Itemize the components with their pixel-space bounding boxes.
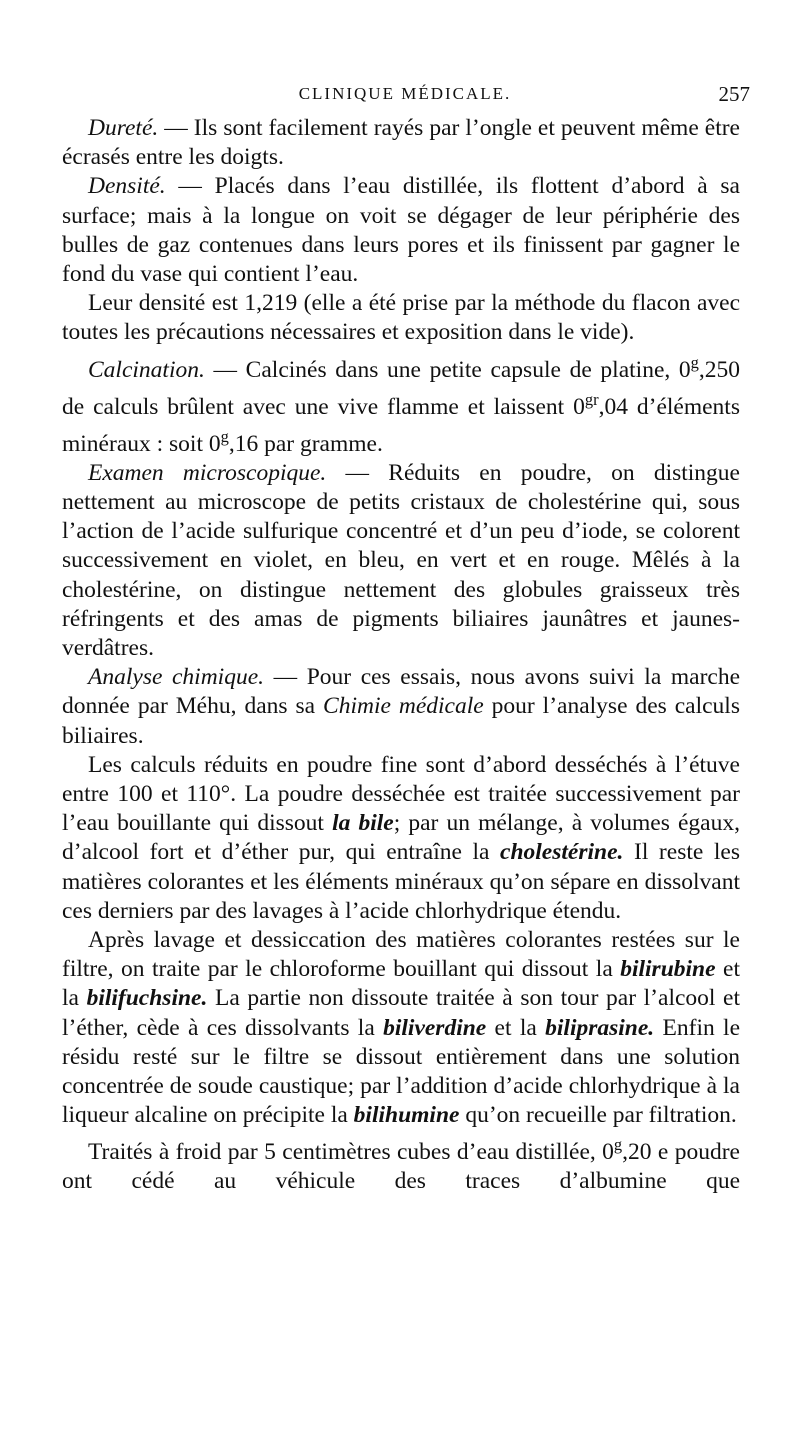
paragraph-text: Les calculs réduits en poudre fine sont d’abord desséchés à l’étuve entre 100 et 110°. La poudre desséchée est traitée successivement par l’eau bouillante qui dissout bbox=[62, 751, 740, 837]
gram-abbrev: gr bbox=[584, 389, 599, 409]
paragraph-traites bbox=[62, 1130, 740, 1196]
term: biliverdine bbox=[383, 1014, 487, 1041]
book-title: Chimie médicale bbox=[323, 693, 484, 720]
page-header bbox=[60, 80, 750, 110]
term: cholestérine. bbox=[500, 839, 624, 866]
paragraph-text: ; par un mélange, à volumes égaux, d’alcool fort et d’éther pur, qui entraîne la bbox=[62, 810, 740, 866]
paragraph-text: Leur densité est 1,219 (elle a été prise par la méthode du flacon avec toutes les précautions nécessaires et exposition dans le vide). bbox=[62, 290, 740, 346]
paragraph-text: et la bbox=[62, 956, 740, 1012]
paragraph-text: pour l’analyse des calculs biliaires. bbox=[62, 693, 740, 749]
paragraph-text: — Réduits en poudre, on distingue nettement au microscope de petits cristaux de cholestérine qui, sous l’action de l’acide sulfurique concentré et d’un peu d’iode, se colorent successivement en violet, en bleu, en vert et en rouge. Mêlés à la cholestérine, on distingue nettement des globules graisseux très réfringents et des amas de pigments biliaires jaunâtres et jaunes-verdâtres. bbox=[62, 459, 740, 661]
paragraph-examen bbox=[62, 459, 740, 663]
paragraph-pigments bbox=[62, 926, 740, 1130]
term: bilirubine bbox=[620, 956, 716, 983]
paragraph-text: ,250 de calculs brûlent avec une vive flamme et laissent 0 bbox=[62, 356, 740, 420]
paragraph-text: ,16 par gramme. bbox=[228, 430, 383, 457]
paragraph-text: — Ils sont facilement rayés par l’ongle et peuvent même être écrasés entre les doigts. bbox=[62, 115, 740, 171]
run-in-heading: Examen microscopique. bbox=[88, 459, 327, 486]
paragraph-text: ,04 d’éléments minéraux : soit 0 bbox=[62, 393, 740, 457]
run-in-heading: Densité. bbox=[88, 173, 166, 200]
paragraph-analyse bbox=[62, 663, 740, 751]
paragraph-text: — Pour ces essais, nous avons suivi la marche donnée par Méhu, dans sa bbox=[62, 664, 741, 720]
body-text bbox=[62, 114, 740, 1197]
gram-abbrev: g bbox=[690, 352, 699, 372]
paragraph-text: Après lavage et dessiccation des matières colorantes restées sur le filtre, on traite par le chloroforme bouillant qui dissout la bbox=[62, 926, 740, 983]
paragraph-text: et la bbox=[486, 1014, 546, 1041]
paragraph-densite bbox=[62, 172, 740, 289]
paragraph-calcination bbox=[62, 348, 740, 459]
run-in-heading: Calcination. bbox=[88, 356, 205, 383]
paragraph-text: — Placés dans l’eau distillée, ils flottent d’abord à sa surface; mais à la longue on voit se dégager de leur périphérie des bulles de gaz contenues dans leurs pores et ils finissent par gagner le fond du vase qui contient l’eau. bbox=[62, 173, 740, 288]
term: biliprasine. bbox=[545, 1014, 655, 1041]
page-number: 257 bbox=[718, 82, 750, 106]
paragraph-procedure bbox=[62, 751, 740, 926]
paragraph-durete bbox=[62, 114, 740, 172]
paragraph-text: Traités à froid par 5 centimètres cubes d’eau distillée, 0 bbox=[88, 1139, 614, 1166]
paragraph-text: ,20 e poudre ont cédé au véhicule des traces d’albumine que bbox=[62, 1139, 740, 1195]
paragraph-text: qu’on recueille par filtration. bbox=[459, 1102, 737, 1129]
running-title: CLINIQUE MÉDICALE. bbox=[298, 84, 512, 103]
paragraph-text: Enfin le résidu resté sur le filtre se dissout entièrement dans une solution concentrée de soude caustique; par l’addition d’acide chlorhydrique à la liqueur alcaline on précipite la bbox=[62, 1014, 741, 1129]
run-in-heading: Analyse chimique. bbox=[88, 664, 265, 691]
paragraph-text: La partie non dissoute traitée à son tour par l’alcool et l’éther, cède à ces dissolvants la bbox=[62, 985, 740, 1041]
term: bilifuchsine. bbox=[86, 985, 208, 1012]
paragraph-text: — Calcinés dans une petite capsule de platine, 0 bbox=[204, 356, 691, 383]
term: la bile bbox=[332, 810, 394, 837]
run-in-heading: Dureté. bbox=[88, 115, 159, 141]
paragraph-densite-value bbox=[62, 289, 740, 347]
gram-abbrev: g bbox=[613, 1135, 623, 1155]
gram-abbrev: g bbox=[220, 426, 229, 446]
term: bilihumine bbox=[353, 1102, 460, 1129]
paragraph-text: Il reste les matières colorantes et les éléments minéraux qu’on sépare en dissolvant ces derniers par des lavages à l’acide chlorhydrique étendu. bbox=[62, 839, 740, 924]
